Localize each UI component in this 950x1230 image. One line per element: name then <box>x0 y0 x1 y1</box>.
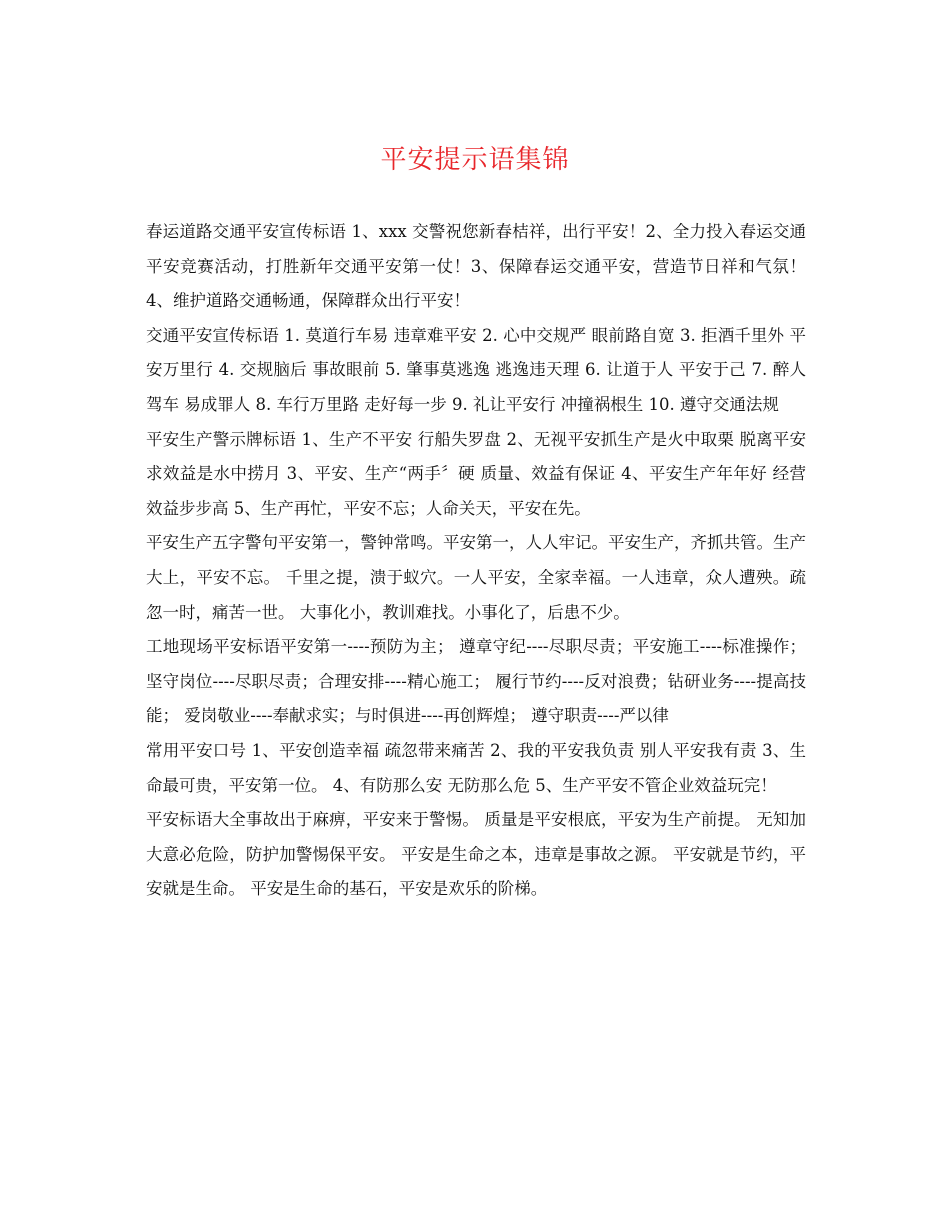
paragraph-production-warning-slogans: 平安生产警示牌标语 1、生产不平安 行船失罗盘 2、无视平安抓生产是火中取栗 脱离平安求效益是水中捞月 3、平安、生产“两手〞硬 质量、效益有保证 4、平安生产年年好 经营效益步步高 5、生产再忙，平安不忘；人命关天，平安在先。 <box>146 429 806 518</box>
paragraph-five-character-warnings: 平安生产五字警句平安第一，警钟常鸣。平安第一，人人牢记。平安生产，齐抓共管。生产大上，平安不忘。 千里之提，溃于蚁穴。一人平安，全家幸福。一人违章，众人遭殃。疏忽一时，痛苦一世。 大事化小，教训难找。小事化了，后患不少。 <box>146 533 806 622</box>
paragraph-common-safety-slogans: 常用平安口号 1、平安创造幸福 疏忽带来痛苦 2、我的平安我负责 别人平安我有责 3、生命最可贵，平安第一位。 4、有防那么安 无防那么危 5、生产平安不管企业效益玩完！ <box>146 740 806 795</box>
paragraph-safety-slogan-collection: 平安标语大全事故出于麻痹，平安来于警惕。 质量是平安根底，平安为生产前提。 无知加大意必危险，防护加警惕保平安。 平安是生命之本，违章是事故之源。 平安就是节约，平安就是生命。 平安是生命的基石，平安是欢乐的阶梯。 <box>146 810 806 899</box>
paragraph-spring-festival-slogans: 春运道路交通平安宣传标语 1、xxx 交警祝您新春桔祥，出行平安！2、全力投入春运交通平安竞赛活动，打胜新年交通平安第一仗！3、保障春运交通平安，营造节日祥和气氛！ 4、维护道路交通畅通，保障群众出行平安！ <box>146 222 806 311</box>
document-title: 平安提示语集锦 <box>380 145 570 175</box>
document-body <box>146 215 806 907</box>
paragraph-construction-site-slogans: 工地现场平安标语平安第一----预防为主； 遵章守纪----尽职尽责；平安施工----标准操作； 坚守岗位----尽职尽责；合理安排----精心施工； 履行节约----反对浪费；钻研业务----提高技能； 爱岗敬业----奉献求实；与时俱进----再创辉煌； 遵守职责----严以律 <box>146 637 806 726</box>
paragraph-traffic-safety-slogans: 交通平安宣传标语 1. 莫道行车易 违章难平安 2. 心中交规严 眼前路自宽 3. 拒酒千里外 平安万里行 4. 交规脑后 事故眼前 5. 肇事莫逃逸 逃逸违天理 6. 让道于人 平安于己 7. 醉人驾车 易成罪人 8. 车行万里路 走好每一步 9. 礼让平安行 冲撞祸根生 10. 遵守交通法规 <box>146 325 806 414</box>
